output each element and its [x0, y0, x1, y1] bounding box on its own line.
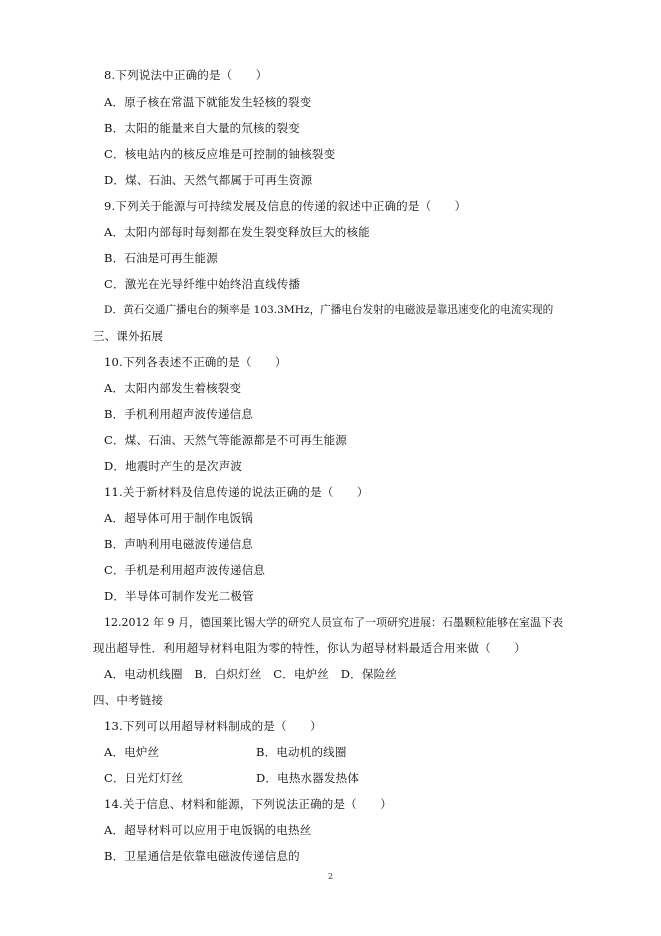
q9-option-a: A．太阳内部每时每刻都在发生裂变释放巨大的核能: [104, 225, 370, 239]
question-10: 10.下列各表述不正确的是（ ）: [104, 355, 287, 369]
q11-option-b: B．声呐利用电磁波传递信息: [104, 537, 254, 551]
question-11: 11.关于新材料及信息传递的说法正确的是（ ）: [104, 485, 369, 499]
q13-option-c: C．日光灯灯丝: [104, 771, 184, 785]
page-number: 2: [327, 872, 334, 881]
q8-option-d: D．煤、石油、天然气都属于可再生资源: [104, 173, 313, 187]
q9-option-d: D．黄石交通广播电台的频率是 103.3MHz，广播电台发射的电磁波是靠迅速变化的电流实现的: [104, 304, 554, 316]
q14-option-a: A．超导材料可以应用于电饭锅的电热丝: [104, 823, 312, 837]
q10-option-a: A．太阳内部发生着核裂变: [104, 381, 242, 395]
question-12-line1: 12.2012 年 9 月，德国莱比锡大学的研究人员宣布了一项研究进展：石墨颗粒能够在室温下表: [104, 616, 563, 629]
section-heading-4: 四、中考链接: [93, 693, 164, 707]
q8-option-b: B．太阳的能量来自大量的氘核的裂变: [104, 121, 300, 135]
q9-option-c: C．激光在光导纤维中始终沿直线传播: [104, 277, 301, 291]
q11-option-d: D．半导体可制作发光二极管: [104, 589, 254, 603]
question-13: 13.下列可以用超导材料制成的是（ ）: [104, 719, 322, 733]
q10-option-d: D．地震时产生的是次声波: [104, 459, 243, 473]
q14-option-b: B．卫星通信是依靠电磁波传递信息的: [104, 849, 300, 863]
q13-option-b: B．电动机的线圈: [256, 745, 347, 759]
question-8: 8.下列说法中正确的是（ ）: [104, 68, 268, 82]
q11-option-c: C．手机是利用超声波传递信息: [104, 563, 266, 577]
question-9: 9.下列关于能源与可持续发展及信息的传递的叙述中正确的是（ ）: [104, 199, 467, 213]
question-12-line2: 现出超导性．利用超导材料电阻为零的特性，你认为超导材料最适合用来做（ ）: [93, 641, 526, 655]
q8-option-a: A．原子核在常温下就能发生轻核的裂变: [104, 95, 312, 109]
q11-option-a: A．超导体可用于制作电饭锅: [104, 511, 253, 525]
section-heading-3: 三、课外拓展: [93, 329, 164, 343]
q10-option-c: C．煤、石油、天然气等能源都是不可再生能源: [104, 433, 347, 447]
question-14: 14.关于信息、材料和能源，下列说法正确的是（ ）: [104, 797, 392, 811]
q13-option-a: A．电炉丝: [104, 745, 160, 759]
q13-option-d: D．电热水器发热体: [256, 771, 360, 785]
q12-options: A．电动机线圈 B．白炽灯丝 C．电炉丝 D．保险丝: [104, 667, 397, 681]
q9-option-b: B．石油是可再生能源: [104, 251, 218, 265]
q10-option-b: B．手机利用超声波传递信息: [104, 407, 254, 421]
q8-option-c: C．核电站内的核反应堆是可控制的铀核裂变: [104, 147, 336, 161]
